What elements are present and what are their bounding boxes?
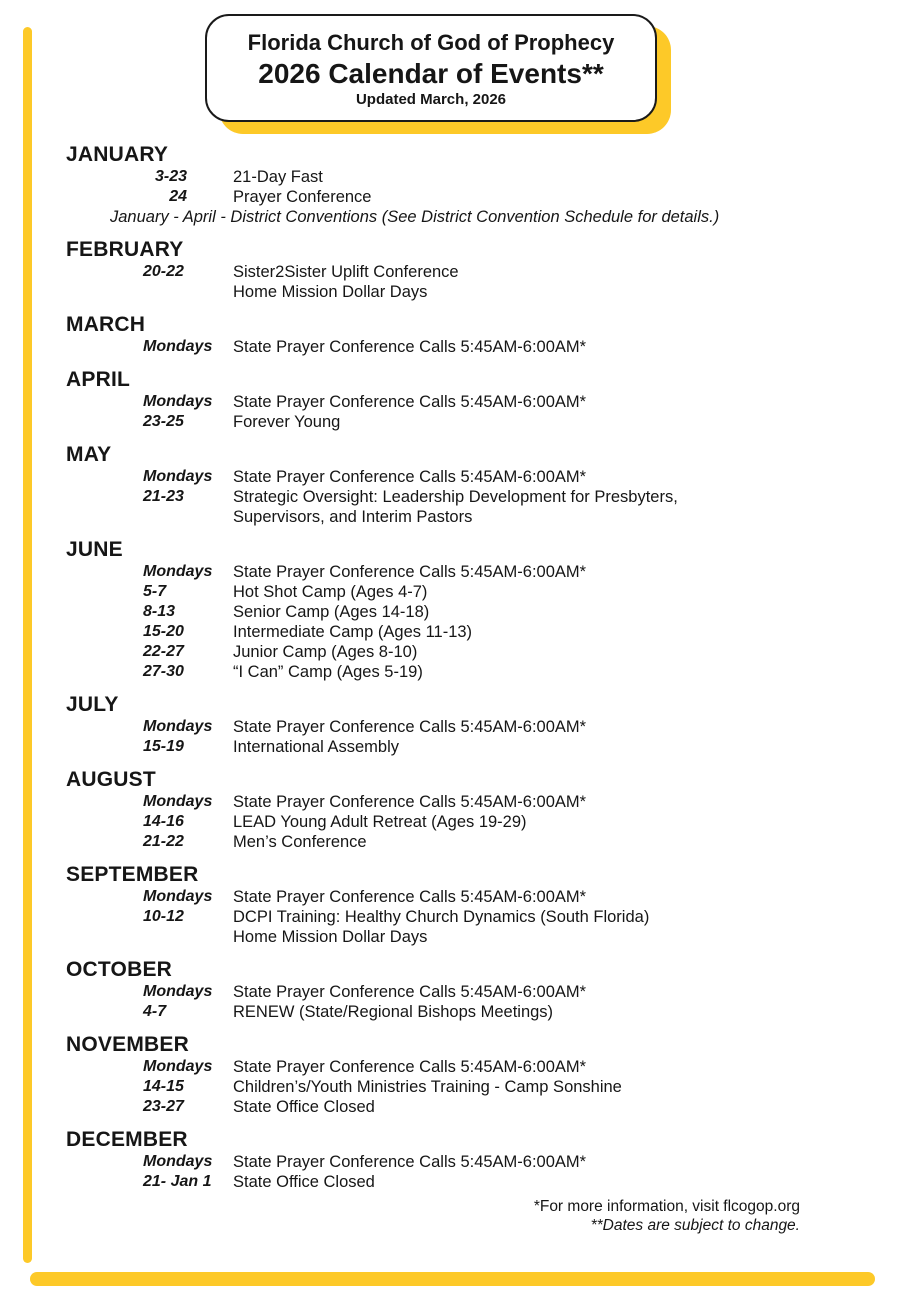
event-row — [66, 412, 904, 432]
event-date: 5-7 — [143, 583, 167, 600]
event-row — [66, 907, 904, 927]
event-date: Mondays — [143, 718, 213, 735]
event-date: 22-27 — [143, 643, 184, 660]
event-date: Mondays — [143, 1153, 213, 1170]
event-date: Mondays — [143, 793, 213, 810]
month-section-may — [66, 442, 904, 527]
event-date: 15-19 — [143, 738, 184, 755]
event-date: 15-20 — [143, 623, 184, 640]
event-title: Intermediate Camp (Ages 11-13) — [233, 623, 473, 641]
event-row — [66, 927, 904, 947]
event-row — [66, 622, 904, 642]
event-date: Mondays — [143, 563, 213, 580]
event-title: LEAD Young Adult Retreat (Ages 19-29) — [233, 813, 527, 831]
event-title: Senior Camp (Ages 14-18) — [233, 603, 430, 621]
title-box — [205, 14, 657, 122]
event-date: 21-23 — [143, 488, 184, 505]
event-title: Children’s/Youth Ministries Training - Camp Sonshine — [233, 1078, 622, 1096]
event-title: State Office Closed — [233, 1098, 375, 1116]
month-section-july — [66, 692, 904, 757]
event-row — [66, 1097, 904, 1117]
event-title: State Prayer Conference Calls 5:45AM-6:00AM* — [233, 1153, 587, 1171]
updated-date: Updated March, 2026 — [355, 91, 507, 108]
event-date: Mondays — [143, 888, 213, 905]
event-title: Sister2Sister Uplift Conference — [233, 263, 459, 281]
month-section-november — [66, 1032, 904, 1117]
event-date: 4-7 — [143, 1003, 167, 1020]
event-title: RENEW (State/Regional Bishops Meetings) — [233, 1003, 554, 1021]
month-header: SEPTEMBER — [66, 863, 199, 886]
month-header: JANUARY — [66, 143, 169, 166]
event-row — [66, 982, 904, 1002]
event-row — [66, 887, 904, 907]
event-date: 21- Jan 1 — [143, 1173, 212, 1190]
event-title: Men’s Conference — [233, 833, 367, 851]
event-row — [66, 582, 904, 602]
month-section-april — [66, 367, 904, 432]
month-header: MAY — [66, 443, 112, 466]
event-row — [66, 282, 904, 302]
event-title: Hot Shot Camp (Ages 4-7) — [233, 583, 428, 601]
month-section-august — [66, 767, 904, 852]
event-title: Prayer Conference — [233, 188, 372, 206]
event-row — [66, 1077, 904, 1097]
event-date: 14-15 — [143, 1078, 184, 1095]
left-accent-stripe — [23, 27, 32, 1263]
event-date: Mondays — [143, 1058, 213, 1075]
event-title: Supervisors, and Interim Pastors — [233, 508, 473, 526]
event-date: 3-23 — [154, 168, 187, 185]
event-date: 14-16 — [143, 813, 184, 830]
event-date: Mondays — [143, 393, 213, 410]
event-row — [66, 487, 904, 507]
month-section-october — [66, 957, 904, 1022]
footer-info-note: *For more information, visit flcogop.org — [533, 1198, 800, 1215]
event-date: 24 — [169, 188, 187, 205]
month-section-march — [66, 312, 904, 357]
month-section-december — [66, 1127, 904, 1192]
month-header: AUGUST — [66, 768, 156, 791]
event-date: Mondays — [143, 338, 213, 355]
section-note: January - April - District Conventions (See District Convention Schedule for details.) — [110, 208, 720, 226]
event-row — [66, 642, 904, 662]
event-date: 8-13 — [143, 603, 176, 620]
event-title: 21-Day Fast — [233, 168, 323, 186]
event-row — [66, 467, 904, 487]
month-section-february — [66, 237, 904, 302]
event-row — [66, 1172, 904, 1192]
month-header: JUNE — [66, 538, 123, 561]
event-row — [66, 832, 904, 852]
event-date: 10-12 — [143, 908, 184, 925]
event-title: State Prayer Conference Calls 5:45AM-6:00AM* — [233, 563, 587, 581]
event-row — [66, 1152, 904, 1172]
month-header: APRIL — [66, 368, 130, 391]
month-header: FEBRUARY — [66, 238, 184, 261]
event-row — [66, 337, 904, 357]
month-section-june — [66, 537, 904, 682]
event-row — [66, 662, 904, 682]
event-row — [66, 717, 904, 737]
event-row — [66, 1002, 904, 1022]
event-row — [66, 792, 904, 812]
event-date: 27-30 — [143, 663, 184, 680]
month-header: DECEMBER — [66, 1128, 188, 1151]
event-date: Mondays — [143, 468, 213, 485]
event-row — [66, 737, 904, 757]
event-date — [143, 927, 233, 947]
event-date — [143, 282, 233, 302]
event-date: 23-25 — [143, 413, 184, 430]
event-row — [66, 812, 904, 832]
month-header: OCTOBER — [66, 958, 173, 981]
month-header: JULY — [66, 693, 119, 716]
event-title: State Prayer Conference Calls 5:45AM-6:00AM* — [233, 1058, 587, 1076]
events-list — [0, 142, 904, 1192]
page-title: 2026 Calendar of Events** — [258, 58, 604, 89]
event-title: State Prayer Conference Calls 5:45AM-6:00AM* — [233, 718, 587, 736]
event-title: International Assembly — [233, 738, 400, 756]
event-title: Junior Camp (Ages 8-10) — [233, 643, 418, 661]
event-title: State Prayer Conference Calls 5:45AM-6:00AM* — [233, 338, 587, 356]
month-section-september — [66, 862, 904, 947]
event-title: State Office Closed — [233, 1173, 375, 1191]
event-date: 21-22 — [143, 833, 184, 850]
event-date — [143, 507, 233, 527]
event-row — [66, 187, 904, 207]
event-row — [66, 507, 904, 527]
event-date: 20-22 — [143, 263, 184, 280]
event-title: “I Can” Camp (Ages 5-19) — [233, 663, 423, 681]
event-row — [66, 167, 904, 187]
event-date: 23-27 — [143, 1098, 184, 1115]
event-title: Strategic Oversight: Leadership Development for Presbyters, — [233, 488, 678, 506]
event-title: State Prayer Conference Calls 5:45AM-6:00AM* — [233, 983, 587, 1001]
event-row — [66, 392, 904, 412]
footer — [0, 1197, 904, 1235]
month-header: MARCH — [66, 313, 146, 336]
event-row — [66, 602, 904, 622]
event-title: State Prayer Conference Calls 5:45AM-6:00AM* — [233, 468, 587, 486]
event-title: State Prayer Conference Calls 5:45AM-6:00AM* — [233, 888, 587, 906]
event-title: DCPI Training: Healthy Church Dynamics (South Florida) — [233, 908, 650, 926]
event-title: State Prayer Conference Calls 5:45AM-6:00AM* — [233, 793, 587, 811]
footer-disclaimer-note: **Dates are subject to change. — [590, 1217, 800, 1234]
event-date: Mondays — [143, 983, 213, 1000]
event-title: Forever Young — [233, 413, 341, 431]
event-title: Home Mission Dollar Days — [233, 928, 428, 946]
event-row — [66, 1057, 904, 1077]
month-section-january — [66, 142, 904, 227]
event-row — [66, 562, 904, 582]
month-header: NOVEMBER — [66, 1033, 189, 1056]
org-name: Florida Church of God of Prophecy — [247, 30, 615, 55]
event-title: Home Mission Dollar Days — [233, 283, 428, 301]
event-title: State Prayer Conference Calls 5:45AM-6:00AM* — [233, 393, 587, 411]
event-row — [66, 262, 904, 282]
